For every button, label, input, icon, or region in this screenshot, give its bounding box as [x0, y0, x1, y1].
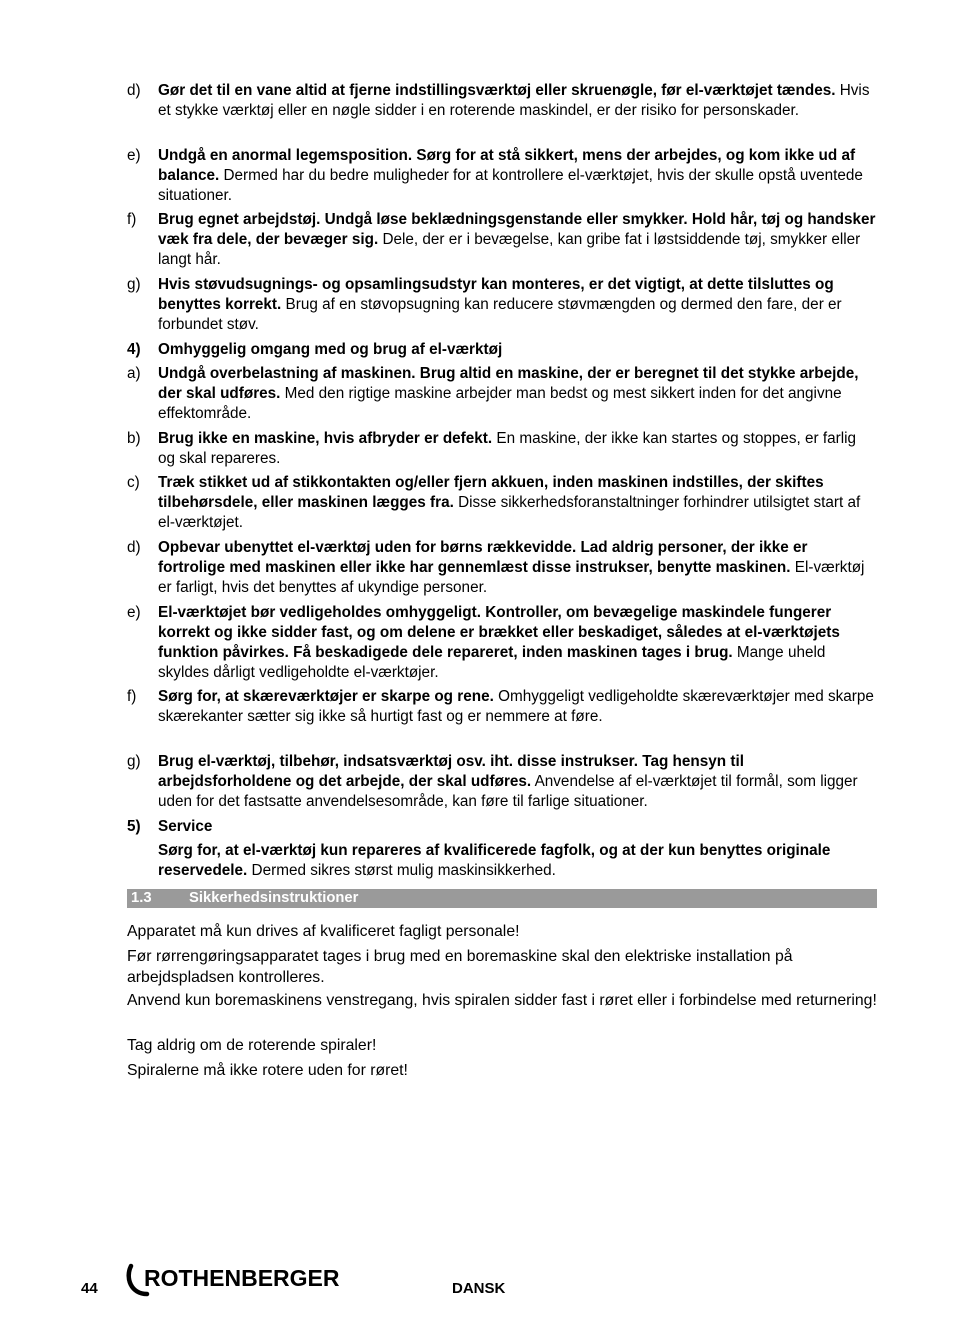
list-item: [127, 275, 877, 335]
heading-text: Omhyggelig omgang med og brug af el-værktøj: [158, 341, 503, 358]
item-label: d): [127, 539, 141, 556]
item-text: Omhyggeligt vedligeholdte skæreværktøjer med skarpe skærekanter sætter sig ikke så hurtigt fast og er nemmere at føre.: [158, 688, 874, 725]
item-text: Mange uheld skyldes dårligt vedligeholdte el-værktøjer.: [158, 644, 826, 681]
list-item: [127, 364, 877, 424]
page-number: 44: [81, 1280, 98, 1297]
list-item: [127, 429, 877, 469]
item-text: Brug af en støvopsugning kan reducere støvmængden og dermed den fare, der er forbundet støv.: [158, 296, 842, 333]
item-bold-text: Sørg for, at skæreværktøjer er skarpe og rene.: [158, 688, 494, 705]
service-paragraph: [158, 841, 878, 881]
item-text: Med den rigtige maskine arbejder man bedst og mest sikkert inden for det angivne effektområde.: [158, 385, 842, 422]
item-bold-text: Undgå en anormal legemsposition. Sørg for at stå sikkert, mens der arbejdes, og kom ikke ud af balance.: [158, 147, 856, 184]
service-bold-text: Sørg for, at el-værktøj kun repareres af kvalificerede fagfolk, og at der kun benyttes originale reservedele.: [158, 842, 831, 879]
item-text: Dermed har du bedre muligheder for at kontrollere el-værktøjet, hvis der skulle opstå uventede situationer.: [158, 167, 863, 204]
heading-number: 5): [127, 818, 141, 835]
item-label: f): [127, 211, 137, 228]
item-text: Anvendelse af el-værktøjet til formål, som ligger uden for det fastsatte anvendelsesområde, kan føre til farlige situationer.: [158, 773, 858, 810]
paragraph: Spiralerne må ikke rotere uden for røret!: [127, 1062, 408, 1079]
section-number: 1.3: [131, 890, 152, 906]
item-label: f): [127, 688, 137, 705]
heading-number: 4): [127, 341, 141, 358]
section-heading: [127, 817, 877, 837]
paragraph: Anvend kun boremaskinens venstregang, hvis spiralen sidder fast i røret eller i forbindelse med returnering!: [127, 992, 877, 1009]
paragraph: Før rørrengøringsapparatet tages i brug med en boremaskine skal den elektriske installation på arbejdspladsen kontrolleres.: [127, 948, 793, 986]
section-heading: [127, 340, 877, 360]
item-label: c): [127, 474, 140, 491]
service-text: Dermed sikres størst mulig maskinsikkerhed.: [247, 862, 556, 879]
item-bold-text: Træk stikket ud af stikkontakten og/eller fjern akkuen, inden maskinen indstilles, der skiftes tilbehørsdele, eller maskinen lægges fra.: [158, 474, 824, 511]
rothenberger-logo: [125, 1262, 365, 1298]
item-label: e): [127, 604, 141, 621]
item-text: Dele, der er i bevægelse, kan gribe fat i løstsiddende tøj, smykker eller langt hår.: [158, 231, 861, 268]
heading-text: Service: [158, 818, 213, 835]
list-item: [127, 752, 877, 812]
language-label: DANSK: [452, 1280, 506, 1297]
item-bold-text: Brug ikke en maskine, hvis afbryder er defekt.: [158, 430, 493, 447]
item-label: g): [127, 276, 141, 293]
list-item: [127, 146, 877, 206]
section-bar: [127, 889, 877, 908]
item-text: Hvis et stykke værktøj eller en nøgle sidder i en roterende maskindel, er der risiko for personskader.: [158, 82, 870, 119]
list-item: [127, 473, 877, 533]
section-title: Sikkerhedsinstruktioner: [189, 890, 359, 906]
list-item: [127, 603, 877, 683]
item-bold-text: Undgå overbelastning af maskinen. Brug altid en maskine, der er beregnet til det stykke arbejde, der skal udføres.: [158, 365, 859, 402]
item-bold-text: Hvis støvudsugnings- og opsamlingsudstyr kan monteres, er det vigtigt, at dette tilsluttes og benyttes korrekt.: [158, 276, 834, 313]
list-item: [127, 687, 877, 727]
paragraph: Apparatet må kun drives af kvalificeret fagligt personale!: [127, 923, 520, 940]
item-label: d): [127, 82, 141, 99]
item-bold-text: Brug el-værktøj, tilbehør, indsatsværktøj osv. iht. disse instrukser. Tag hensyn til arbejdsforholdene og det arbejde, der skal udføres.: [158, 753, 744, 790]
paragraph: Tag aldrig om de roterende spiraler!: [127, 1037, 377, 1054]
item-bold-text: Opbevar ubenyttet el-værktøj uden for børns rækkevidde. Lad aldrig personer, der ikke er fortrolige med maskinen eller ikke har gennemlæst disse instrukser, benytte maskinen.: [158, 539, 808, 576]
item-label: b): [127, 430, 141, 447]
item-text: Disse sikkerhedsforanstaltninger forhindrer utilsigtet start af el-værktøjet.: [158, 494, 861, 531]
logo-wordmark: ROTHENBERGER: [144, 1265, 340, 1291]
item-text: El-værktøj er farligt, hvis det benyttes af ukyndige personer.: [158, 559, 865, 596]
item-bold-text: Gør det til en vane altid at fjerne indstillingsværktøj eller skruenøgle, før el-værktøjet tændes.: [158, 82, 836, 99]
item-bold-text: Brug egnet arbejdstøj. Undgå løse beklædningsgenstande eller smykker. Hold hår, tøj og handsker væk fra dele, der bevæger sig.: [158, 211, 876, 248]
item-label: g): [127, 753, 141, 770]
item-label: a): [127, 365, 141, 382]
list-item: [127, 210, 877, 270]
list-item: [127, 538, 877, 598]
list-item: [127, 81, 877, 121]
item-bold-text: El-værktøjet bør vedligeholdes omhyggeligt. Kontroller, om bevægelige maskindele fungerer korrekt og ikke sidder fast, og om delene er brækket eller beskadiget, således at el-værktøjets funktion påvirkes. Få beskadigede dele repareret, inden maskinen tages i brug.: [158, 604, 840, 661]
item-label: e): [127, 147, 141, 164]
item-text: En maskine, der ikke kan startes og stoppes, er farlig og skal repareres.: [158, 430, 857, 467]
